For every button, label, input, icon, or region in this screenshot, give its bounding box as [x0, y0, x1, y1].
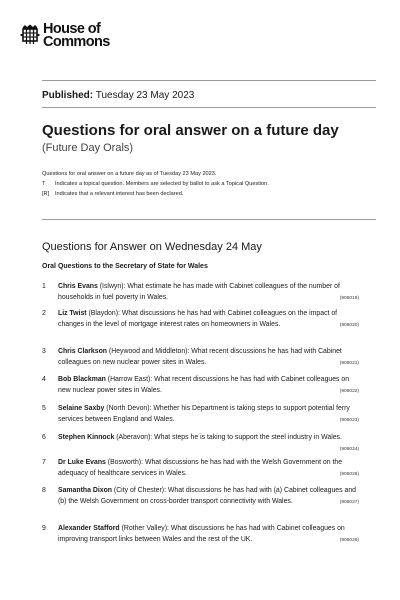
- member-constituency: (Aberavon):: [114, 434, 153, 441]
- intro-block: [42, 170, 269, 199]
- divider-header: [42, 107, 376, 108]
- question-ref: (905028): [339, 537, 359, 543]
- portcullis-icon: [20, 24, 40, 46]
- member-name: Samantha Dixon: [58, 487, 112, 494]
- member-name: Chris Clarkson: [58, 348, 108, 355]
- logo-text: [43, 23, 110, 48]
- question-number: 6: [42, 434, 46, 441]
- divider-top: [42, 80, 376, 81]
- published-line: [42, 90, 194, 101]
- house-of-commons-logo: [20, 23, 110, 48]
- note-mark: T: [42, 180, 46, 187]
- question-number: 5: [42, 405, 46, 412]
- question-ref: (905026): [339, 471, 359, 477]
- question-number: 2: [42, 310, 46, 317]
- member-constituency: (City of Chester):: [112, 487, 166, 494]
- member-constituency: (Bosworth):: [105, 459, 144, 466]
- question-text: What recent discussions he has had with Cabinet colleagues on new nuclear power sites in Wales.: [58, 376, 350, 394]
- subsection-heading: Oral Questions to the Secretary of State for Wales: [42, 263, 208, 270]
- member-constituency: (Harrow East):: [105, 376, 153, 383]
- question-text: What estimate he has made with Cabinet colleagues of the number of households in fuel poverty in Wales.: [58, 283, 340, 301]
- member-name: Selaine Saxby: [58, 405, 105, 412]
- question-ref: (905020): [339, 322, 359, 328]
- member-name: Liz Twist: [58, 310, 87, 317]
- note-mark: [R]: [42, 190, 50, 197]
- member-constituency: (Blaydon):: [86, 310, 120, 317]
- question-number: 7: [42, 459, 46, 466]
- question-number: 3: [42, 348, 46, 355]
- question-ref: (905021): [339, 360, 359, 366]
- question-text: What discussions he has had with Cabinet colleagues on the impact of changes in the level of mortgage interest rates on homeowners in Wales.: [58, 310, 338, 328]
- intro-note: [42, 180, 269, 190]
- member-constituency: (Heywood and Middleton):: [107, 348, 190, 355]
- question-ref: (905019): [339, 295, 359, 301]
- question-text: What discussions he has had with (a) Cabinet colleagues and (b) the Welsh Government on cross-border transport connectivity with Wales.: [58, 487, 356, 505]
- question-text: What recent discussions he has had with Cabinet colleagues on new nuclear power sites in Wales.: [58, 348, 342, 366]
- question-ref: (905024): [339, 446, 359, 452]
- member-name: Bob Blackman: [58, 376, 106, 383]
- member-name: Stephen Kinnock: [58, 434, 115, 441]
- member-name: Chris Evans: [58, 283, 98, 290]
- question-number: 4: [42, 376, 46, 383]
- member-constituency: (Islwyn):: [97, 283, 126, 290]
- member-constituency: (Rother Valley):: [119, 525, 169, 532]
- question-ref: (905023): [339, 417, 359, 423]
- page-subtitle: (Future Day Orals): [42, 142, 134, 154]
- question-text: What discussions he has had with the Welsh Government on the adequacy of healthcare services in Wales.: [58, 459, 343, 477]
- page-title: Questions for oral answer on a future day: [42, 122, 339, 139]
- question-number: 8: [42, 487, 46, 494]
- published-label: Published:: [42, 90, 94, 101]
- question-ref: (905027): [339, 499, 359, 505]
- logo-line-1: House of: [43, 21, 101, 37]
- published-date: Tuesday 23 May 2023: [95, 90, 195, 101]
- member-name: Alexander Stafford: [58, 525, 120, 532]
- question-text: Whether his Department is taking steps to support potential ferry services between England and Wales.: [58, 405, 350, 423]
- intro-note: [42, 190, 269, 200]
- intro-line: Questions for oral answer on a future day as of Tuesday 23 May 2023.: [42, 171, 217, 177]
- note-text: Indicates that a relevant interest has been declared.: [55, 190, 184, 197]
- section-heading: Questions for Answer on Wednesday 24 May: [42, 241, 262, 253]
- question-number: 9: [42, 525, 46, 532]
- member-constituency: (North Devon):: [104, 405, 152, 412]
- member-name: Dr Luke Evans: [58, 459, 106, 466]
- divider-intro: [42, 219, 376, 220]
- question-text: What steps he is taking to support the steel industry in Wales.: [152, 434, 342, 441]
- logo-line-2: Commons: [43, 33, 110, 50]
- note-text: Indicates a topical question. Members are selected by ballot to ask a Topical Question.: [55, 180, 269, 187]
- question-text: What discussions he has had with Cabinet colleagues on improving transport links between Wales and the rest of the UK.: [58, 525, 345, 543]
- question-ref: (905022): [339, 388, 359, 394]
- question-number: 1: [42, 283, 46, 290]
